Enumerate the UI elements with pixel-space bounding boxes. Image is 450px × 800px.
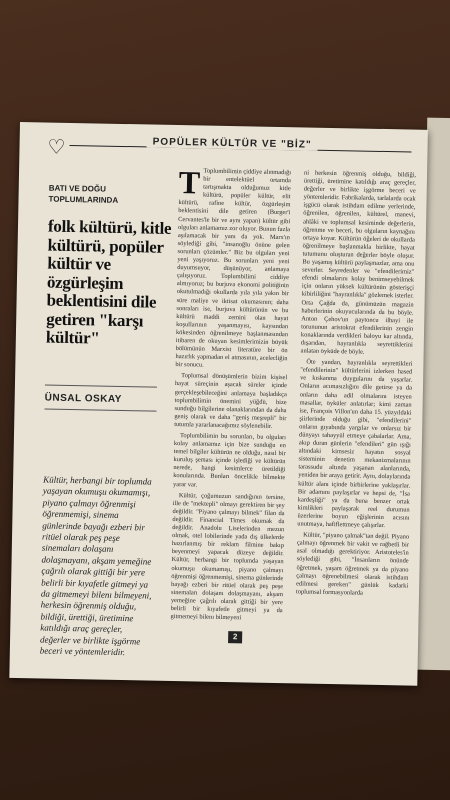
- author-name: ÜNSAL OSKAY: [44, 392, 122, 406]
- author-rule-bottom: [44, 409, 156, 412]
- magazine-page: [9, 122, 428, 686]
- paragraph: Kültür, "piyano çalmak"tan değil. Piyano çalmayı öğrenmek bir vakit ve rağbetli bir asal olmadığı gerektiriyor. Aristoteles'in söylediği gibi, "İnsanların önünde öğretmek, yaşam öğretmek ya da piyano çalmayı öğrenebilmesi olarak istihdam edilmesi gereken" günlük kadarki toplumsal formasyonlarda: [295, 531, 410, 597]
- section-title: POPÜLER KÜLTÜR VE "BİZ": [147, 136, 318, 150]
- text-column-1: [170, 164, 292, 626]
- paragraph: ni herkesin öğrenmiş olduğu, bildiği, ürettiği, üretimine katıldığı araç gereçler, değerler ve birlikte işgörme beceri ve yöntemleridir. Fabrikalarda, tarlalarda ocak işgücü olarak istihdam edilme yerlerinde, öğrenilen, öğrenilen, kültürel, manevi, ahlâki ve toplumsal kesiminde değerlerin, öğrenme ve beceri, bu olguların kaynağını ortaya koyar. Kültürün öğeleri de okullarda öğrenilmeye başlanmakla birlikte, hayat tutumunu oluşturan değerler böyle oluşur. Bu yaşamış kültürü paylaşmazlar, ama onu severler. Seyredenler ve "efendilerimiz" efendi olmalarını kolay benimseyebilmek için onların yüksek kültürünün gösterişçi kibirliliğini "hayranlıkla" gözlemek isterler. Orta Çağda da, günümüzün magazin haberlerinin okuyucularında da bu böyle. Anton Çehov'un paytoncu ilhayi ile torununun aristokrat efendilerinin zengin konaklarında verdikleri baloyu kar altında, dışarıdan, hayranlıkla seyrettiklerini anlatan öyküde de böyle.: [300, 169, 417, 356]
- drop-cap: T: [178, 164, 201, 201]
- paragraph: Öte yandan, hayranlıkla seyrettikleri "efendilerinin" kültürlerini izlerken hased ve kıskanma duygularını da yaşarlar. Onların acımasızlığını dile getirse ya da onların daha adil olmalarını isteyen masallar, öyküler anlatırlar; kimi zaman ise, François Villon'un daha 15. yüzyıldaki şiirlerinde olduğu gibi, "efendilerini" onların gıyabında yargılar ve onlarsız bir dünyayı tahayyül etmeye çabalarlar. Ama, akıp duran günlerin "efendileri" gün ışığı altındaki kimsesiz hayatın sosyal sisteminin denetim mekanizmalarının tarassudu altında yaşanan alanlarında, yeniden bir araya getirir. Aynı, dolaylarında kültür alanı içinde birbirlerine yaklaşırlar. Bir adamını paylaşırlar ve hepsi de, "İsa kardeşliği" ya da buna benzer ortak kimlikleri paylaşarak reel durumun üzerlerine boyun eğişlerinin acısını unutmaya, hafiflettmeye çalışırlar.: [297, 358, 413, 530]
- paragraph: T Toplumbilimin çiddiye alınmadığı bir entelektüel ortamda tartışmakta olduğumuz kitle kültürü, popüler kültür, elit kültürü, rafine kültür, özgürleşim beklentisini dile getiren (Burger'i Cervantes'le bir ve aynı yapan) kültür gibi olguları anlamamız zor oluyor. Bunun fazla aşılamacak bir yanı da yok. Marx'ın söylediği gibi, "insanoğlu önüne gelen sorunları çözümler." Biz bu olguları yeni yeni yaşıyoruz. Bu sorunları yeni yeni duyumsuyor, düşünüyor, anlamaya çalışıyoruz. Toplumbilimi ciddiye almıyoruz; bu burjuva ekonomi politiğinin okutulmadığı okullarda yıla yıla yakın bir süre maliye ve iktisat okumasının; daha sonraları ise, burjuva kültürünün ve bu kültürü maddi zemini olan hayat koşullarının yaşanmayısı, kaysından kökesinden öğrenilmeye başlanmasından itibaren de okuyan kesimlerimizin büyük bölümünün Marxist literatüre bir ön hazırlık yapmadan el atmasının, acelecliğin bir sonucu.: [175, 164, 292, 369]
- article-kicker: BATI VE DOĞU TOPLUMLARINDA: [48, 183, 119, 205]
- paragraph: Toplumsal dönüşümlerin bizim kişisel hayat süreçinin aşacak süreler içinde gerçekleşebileceğini anlamaya başladıkça toplumbilimin önemini yüğdü, bize sunduğu bilgilerine olanaklarından da daha geniş olarak ve daha "geniş meşrepli" bir tutumla yararlanacağımız söylenebilir.: [174, 372, 288, 430]
- paragraph: Toplumbilimin bu sorunları, bu olguları kolay anlamamız için bize sunduğu en temel bilgiler kültürün ne olduğu, nasıl bir kuruluş şeması içinde işlediği ve kültürün nerede, hangi kesimlerce üretildiği konularında. Bunları öncelikle bilmekte yarar var.: [173, 432, 287, 489]
- paragraph: Kültür, çoğumuzun sandığının tersine, ille de "mektepli" olmayı gerektiren bir şey değildir. "Piyano çalmayı bilmek" filan da değildir. Financial Times okumak da değildir. Anadolu Liselerinden mezun olmak, otel lobilerinde yada dış ülkelerde hazırlanmış bir reklam filmine bakıp beyenmeyi yapacak düzeye değildir. Kültür, herbangi bir toplumda yaşayan okumuşu okumamışı, piyano çalmayı öğrenmişi öğrenmemişi, sinema günlerinde bayağı ezberi bir ritüel olarak peş peşe sinemaları dolaşanı dolaşmayanı, akşam yemeğine çağrılı olarak gittiği bir yere belirli bir kıyafetle gitmeyi ya da gitmemeyi bilenı bilmeyeni: [170, 491, 285, 622]
- text-column-2: [296, 169, 416, 601]
- page-number: 2: [228, 631, 242, 643]
- article-abstract: Kültür, herbangi bir toplumda yaşayan okumuşu okumamışı, piyano çalmayı öğrenmişi öğrenmemişi, sinema günlerinde bayağı ezberi bir ritüel olarak peş peşe sinemaları dolaşanı dolaşmayanı, akşam yemeğine çağrılı olarak gittiği bir yere belirli bir kıyafetle gitmeyi ya da gitmemeyi bilenı bilmeyeni, herkesin öğrenmiş olduğu, bildiği, ürettiği, üretimine katıldığı araç gereçler, değerler ve birlikte işgörme beceri ve yöntemleridir.: [39, 474, 152, 658]
- article-headline: folk kültürü, kitle kültürü, popüler kültür ve özgürleşim beklentisini dile getiren "karşı kültür": [45, 216, 172, 348]
- page-header: [19, 130, 427, 166]
- author-rule-top: [45, 385, 157, 388]
- heart-logo-icon: ♡: [47, 136, 66, 159]
